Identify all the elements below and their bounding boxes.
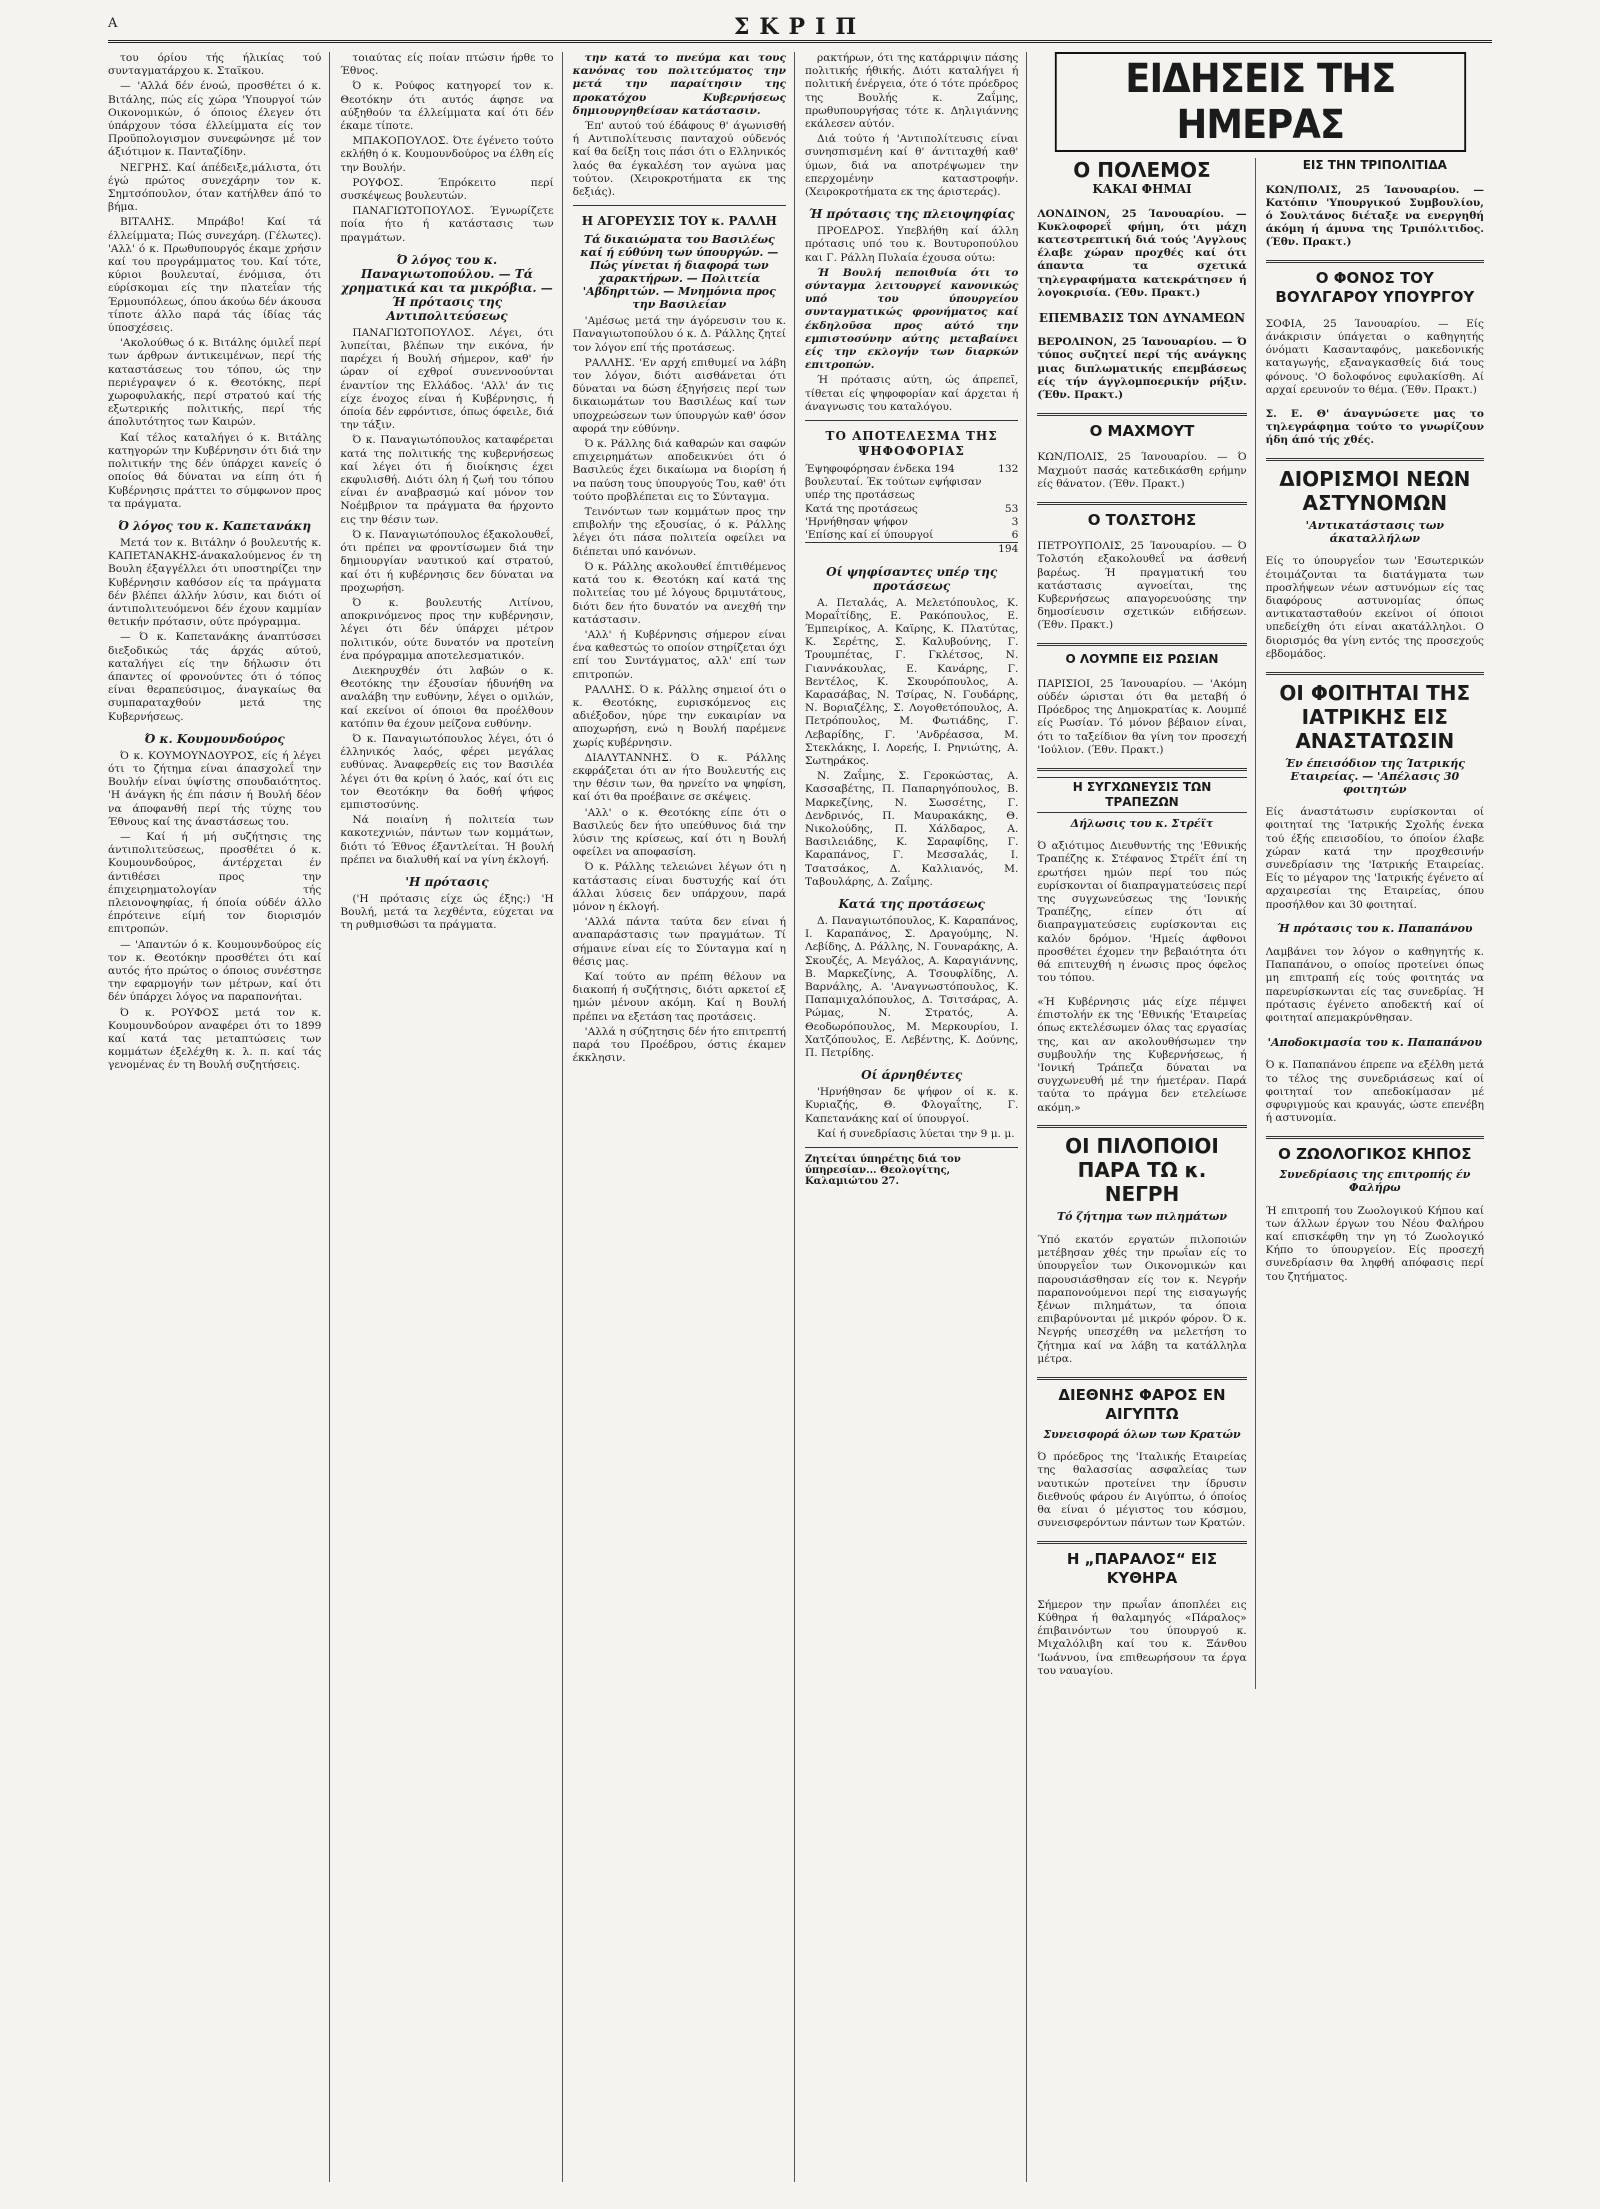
article-paragraph: Ό κ. Ράλλης τελειώνει λέγων ότι η κατάστασις είναι δυστυχής καί ότι άλλαι λύσεις δεν υπάρχουν, παρά μόνον η έκλογή. bbox=[572, 861, 786, 913]
news-subtitle: ΕΠΕΜΒΑΣΙΣ ΤΩΝ ΔΥΝΑΜΕΩΝ bbox=[1038, 310, 1246, 325]
news-subtitle: 'Αντικατάστασις των άκαταλλήλων bbox=[1305, 518, 1444, 545]
article-paragraph: ΜΠΑΚΟΠΟΥΛΟΣ. Ότε έγένετο τούτο εκλήθη ό κ. Κουμουνδούρος να έλθη είς την Βουλήν. bbox=[340, 135, 554, 174]
article-paragraph: ΒΙΤΑΛΗΣ. Μπράβο! Καί τά έλλείμματα; Πώς συνεχάρη. (Γέλωτες). 'Αλλ' ό κ. Πρωθυπουργός έκαμε χρήσιν καί του προγράμματος του. Καί τότε, κύριοι βουλευταί, ένόμισα, ότι εύρίσκομαι είς την πλατεΐαν τής Έρμουπόλεως, όπου άκούω δέν άκουσα τίποτε άλλο παρά τάς ίδίας τάς ύποσχέσεις. bbox=[108, 216, 322, 335]
article-paragraph: Ό κ. Ρούφος κατηγορεί τον κ. Θεοτόκην ότι αυτός άφησε να αύξηθούν τα έλλείμματα καί ότι δέν έκαμε τίποτε. bbox=[340, 80, 554, 133]
article-paragraph: Νά ποιαίνη ή πολιτεία των κακοτεχνιών, πάντων των κομμάτων, διότι τό Έθνος έξαντλείται. Ή βουλή πρέπει να διαλυθή καί να γίνη έκλογή. bbox=[340, 814, 554, 866]
news-column-left bbox=[1037, 158, 1255, 1689]
article-paragraph: την κατά το πνεύμα και τους κανόνας του πολιτεύματος την μετά την παραίτησιν της προκατόχου Κυβερνήσεως δημιουργηθείσαν κατάστασιν. bbox=[572, 52, 786, 117]
newspaper-name: ΣΚΡΙΠ bbox=[733, 14, 867, 40]
article-paragraph: ΠΑΝΑΓΙΩΤΟΠΟΥΛΟΣ. Λέγει, ότι λυπείται, βλέπων την εικόνα, ήν παρέχει ή Βουλή σήμερον, καθ' ήν ώραν οί εχθροί συνεννοούνται έναντίον της Ελλάδος. 'Αλλ' άν τις είχε ένοχος είναι ή Κυβέρνησις, ή όποία δέν εφρόντισε, όπως όφειλε, διά την τάξιν. bbox=[340, 326, 554, 432]
news-subtitle: Τό ζήτημα των πιλημάτων bbox=[1056, 1210, 1228, 1224]
news-text: ΠΕΤΡΟΥΠΟΛΙΣ, 25 Ίανουαρίου. — Ό Τολστόη εξακολουθεΐ να άσθενή βαρέως. Ή πραγματική του κατάστασις αγνοείται, της Κυβερνήσεως απαγορευούσης την δημοσίευσιν σχετικών ειδήσεων. (Έθν. Πρακτ.) bbox=[1037, 540, 1247, 632]
news-text: Ή επιτροπή του Ζωολογικού Κήπου καί των άλλων έργων του Νέου Φαλήρου καί επισκέφθη την γη τό Ζωολογικό Κήπο το ύπουργείον. Είς προσεχή συνεδρίασιν θα ληφθή απόφασις περί του ζητήματος. bbox=[1265, 1204, 1484, 1283]
news-text: ΚΩΝ/ΠΟΛΙΣ, 25 Ίανουαρίου. — Κατόπιν 'Υπουργικού Συμβουλίου, ό Σουλτάνος διέταξε να ενεργηθή άκόμη ή άμυνα της Τριπόλιτιδος. (Έθν. Πρακτ.) bbox=[1265, 183, 1484, 249]
news-text: Ό κ. Παπαπάνου έπρεπε να εξέλθη μετά το τέλος της συνεδριάσεως καί οί φοιτηταί τον απεδοκίμασαν μέ σφυριγμούς και κραυγάς, ώστε επενέβη ή αστυνομία. bbox=[1265, 1059, 1484, 1125]
section-heading: Ό λόγος του κ. Παναγιωτοπούλου. — Τά χρηματικά και τα μικρόβια. — Ή πρότασις της Αντιπολιτεύσεως bbox=[341, 252, 553, 323]
section-heading: Οί ψηφίσαντες υπέρ της προτάσεως bbox=[826, 564, 998, 593]
news-text: Σήμερον την πρωΐαν άποπλέει εις Κύθηρα ή θαλαμηγός «Πάραλος» έπιβαινόντων του ύπουργού κ. Μιχαλόλιβη καί του κ. Ξάνθου 'Ιωάννου, ίνα επιθεωρήσουν τα έργα του ναυαγίου. bbox=[1037, 1598, 1247, 1677]
column-4 bbox=[805, 52, 1027, 2182]
column-1 bbox=[108, 52, 330, 2182]
masthead bbox=[108, 14, 1492, 43]
news-title: ΕΙΣ ΤΗΝ ΤΡΙΠΟΛΙΤΙΔΑ bbox=[1302, 158, 1447, 172]
divider bbox=[1266, 672, 1484, 675]
news-title: Ο ΤΟΛΣΤΟΗΣ bbox=[1087, 510, 1197, 529]
tally-label: Κατά της προτάσεως bbox=[804, 502, 918, 515]
divider bbox=[573, 205, 786, 206]
article-paragraph: ΝΕΓΡΗΣ. Καί άπέδειξε,μάλιστα, ότι έγώ πρώτος συνεχάρην τον κ. Σημτσόπουλον, όταν κατήλθεν άπό το βήμα. bbox=[108, 161, 322, 214]
tally-row bbox=[805, 463, 1018, 503]
article-paragraph: Ό κ. ΚΟΥΜΟΥΝΔΟΥΡΟΣ, είς ή λέγει ότι το ζήτημα είναι άπασχολεΐ την Βουλήν είναι ύψίστης σπουδαιότητος. 'Η άνάγκη ής έπι πάσιν ή Βουλή δέον να άποφανθή περί τής τύχης του Έθνους καί της άναστάσεως του. bbox=[108, 749, 322, 828]
article-paragraph: — Ό κ. Καπετανάκης άναπτύσσει διεξοδικώς τάς άρχάς αύτού, καταλήγει είς την δήλωσιν ότι άπαντες οί φρονούντες ότι ό τόπος είναι θεραπεύσιμος, άναγκαίως θα συμπαραταχθούν μετά της Κυβερνήσεως. bbox=[108, 631, 322, 723]
column-3 bbox=[573, 52, 795, 2182]
article-paragraph: τοιαύτας είς ποίαν πτώσιν ήρθε το Έθνος. bbox=[340, 52, 554, 78]
news-subtitle: Συνεδρίασις της επιτροπής έν Φαλήρω bbox=[1279, 1168, 1471, 1195]
article-paragraph: ΔΙΑΛΥΤΑΝΝΗΣ. Ό κ. Ράλλης εκφράζεται ότι αν ήτο Βουλευτής εις την θέσιν των, θα ηρνείτο να ψηφίση, καί ότι θα προέβαινε σε σκέψεις. bbox=[572, 751, 786, 804]
news-text: ΒΕΡΟΛΙΝΟΝ, 25 Ίανουαρίου. — Ό τύπος συζητεί περί τής ανάγκης μιας διπλωματικής επεμβάσεως είς τήν άγγλομποερικήν ρήξιν. (Έθν. Πρακτ.) bbox=[1037, 336, 1247, 402]
divider bbox=[1037, 768, 1246, 771]
article-paragraph: Καί ή συνεδρίασις λύεται την 9 μ. μ. bbox=[816, 1127, 1015, 1140]
tally-value: 132 bbox=[998, 463, 1019, 476]
tally-value: 3 bbox=[1011, 515, 1019, 528]
vote-tally bbox=[805, 463, 1018, 556]
news-text: Λαμβάνει τον λόγον ο καθηγητής κ. Παπαπάνου, ο οποίος προτείνει όπως μη επιτραπή είς τούς φοιτητάς να παρευρίσκωνται είς τας συνεδρίας. Ή πρότασις έγένετο αποδεκτή καί οί φοιτηταί απεμακρύνθησαν. bbox=[1265, 946, 1484, 1025]
voter-list: Ν. Ζαΐμης, Σ. Γεροκώστας, Α. Κασσαβέτης, Π. Παπαρηγόπουλος, Β. Μαρκεζίνης, Ν. Σωσσέτης, Γ. Δενδρινός, Π. Μαυρακάκης, Θ. Νικολούδης, Π. Χάλδαρος, Α. Βασιλειάδης, Κ. Σαραφίδης, Γ. Καραπάνος, Γ. Μεσσαλάς, Ι. Τσατσάκος, Δ. Καλλιανός, Μ. Ταβουλάρης, Δ. Ζαΐμης. bbox=[804, 770, 1019, 888]
article-paragraph: Μετά τον κ. Βιτάλην ό βουλευτής κ. ΚΑΠΕΤΑΝΑΚΗΣ-άνακαλούμενος έν τη Βουλη έξαγγέλλει ότι υποστηρίζει την Κυβέρνησιν καθόσον είς τα πράγματα δέν βλέπει άλλήν λύσιν, και διότι οί άντιπολιτευόμενοι δέν έχουν καμμίαν θετικήν πρότασιν, ούτε πρόγραμμα. bbox=[108, 536, 322, 629]
news-text: Σ. Ε. Θ' άναγνώσετε μας το τηλεγράφημα τούτο το γνωρίζουν ήδη άπό τής χθές. bbox=[1265, 407, 1484, 447]
divider bbox=[1037, 413, 1246, 416]
article-paragraph: ('Η πρότασις είχε ώς έξης:) 'Η Βουλή, μετά τα λεχθέντα, εύχεται να τη ρυθμισθώσι τα πράγματα. bbox=[340, 892, 554, 932]
article-paragraph: Διεκηρυχθέν ότι λαβών ο κ. Θεοτόκης την έξουσίαν ήδυνήθη να αναλάβη την ευθύνην, λέγει ο ομιλών, καί εκείνοι οί όποιοι θα προέλθουν κατόπιν θα έχουν μείζονα ευθύνην. bbox=[340, 664, 554, 730]
news-subtitle: Ή πρότασις του κ. Παπαπάνου bbox=[1277, 922, 1473, 936]
article-paragraph: Ό κ. Παναγιωτόπουλος καταφέρεται κατά της πολιτικής της κυβερνήσεως καί λέγει ότι ή διοίκησις έχει εκφυλισθή. Διότι όλη ή ζωή του τόπου είναι έν αναβρασμώ καί μόνον τον Νοέμβριον τα πράγματα θα ήρχοντο εις την θέσιν των. bbox=[340, 434, 554, 526]
article-paragraph: 'Αμέσως μετά την άγόρευσιν του κ. Παναγιωτοπούλου ό κ. Δ. Ράλλης ζητεί τον λόγον επί τής προτάσεως. bbox=[572, 315, 786, 354]
section-heading: Ό κ. Κουμουνδούρος bbox=[144, 731, 285, 746]
article-paragraph: 'Ακολούθως ό κ. Βιτάλης όμιλεΐ περί των άρθρων άντικειμένων, περί τής καταστάσεως του τόπου, ώς την περιέγραψεν ό κ. Θεοτόκης, περί χωροφυλακής, περί στρατού καί τής εξωτερικής πολιτικής, περί τής άπολυτότητος των Καιρών. bbox=[108, 337, 322, 429]
news-text: Ό πρόεδρος της 'Ιταλικής Εταιρείας της θαλασσίας ασφαλείας των ναυτικών προτείνει την ίδρυσιν διεθνούς φάρου έν Αιγύπτω, ό όποίος θα είναι ό μέγιστος του κόσμου, συνεισφερόντων πάντων των Κρατών. bbox=[1037, 1451, 1247, 1530]
article-paragraph: Καί τούτο αν πρέπη θέλουν να διακοπή ή συζήτησις, διότι αρκετοί εξ ημών μένουν ακόμη. Καί η Βουλή πρέπει να εξετάση τας προτάσεις. bbox=[572, 970, 786, 1023]
article-paragraph: Ό κ. Παναγιωτόπουλος λέγει, ότι ό έλληνικός λαός, φέρει μεγάλας ευθύνας. Άναφερθείς εις τον Βασιλέα λέγει ότι θα κρίνη ό λαός, καί ότι εις τον Θεοτόκην θα δοθή ψήφος εμπιστοσύνης. bbox=[340, 732, 554, 811]
news-title: ΔΙΕΘΝΗΣ ΦΑΡΟΣ ΕΝ ΑΙΓΥΠΤΩ bbox=[1058, 1385, 1226, 1423]
vote-result-title: ΤΟ ΑΠΟΤΕΛΕΣΜΑ ΤΗΣ ΨΗΦΟΦΟΡΙΑΣ bbox=[825, 429, 998, 459]
article-paragraph: Διά τούτο ή 'Αντιπολίτευσις είναι συνησπισμένη καί θ' άντιταχθή καθ' ύμων, διά να αποτρέψωμεν την επερχομένην καταστροφήν. (Χειροκροτήματα εκ της άριστεράς). bbox=[804, 133, 1019, 199]
motion-text: Ή Βουλή πεποιθυία ότι το σύνταγμα λειτουργεί κανονικώς υπό του ύπουργείου συνταγματικώς φρονήματος καί έκδηλοῦσα προς αύτό την εμπιστοσύνην αύτης μεταβαίνει είς την εκλογήν των διαρκών επιτροπών. bbox=[804, 266, 1019, 372]
article-paragraph: 'Αλλά πάντα ταύτα δεν είναι ή αναπαράστασις των πραγμάτων. Τί σήμαινε είναι είς το Σύνταγμα καί η θέσις μας. bbox=[572, 916, 786, 968]
news-text: Ύπό εκατόν εργατών πιλοποιών μετέβησαν χθές την πρωΐαν είς το ύπουργεΐον των Οικονομικών και παρουσιάσθησαν είς τον κ. Νεγρήν παραπονούμενοι περί της εισαγωγής ξένων πιλημάτων, τα όποια επιβαρύνονται μέ μικρόν φόρον. Ό κ. Νεγρής υπεσχέθη να μελετήση το ζήτημα καί να λάβη τα κατάλληλα μέτρα. bbox=[1037, 1234, 1247, 1365]
article-paragraph: 'Ηρνήθησαν δε ψήφον οί κ. κ. Κυριαζής, Θ. Φλογαΐτης, Γ. Καπετανάκης καί οί ύπουργοί. bbox=[804, 1086, 1019, 1125]
article-paragraph: Ό κ. βουλευτής Λιτίνου, αποκρινόμενος προς την κυβέρνησιν, λέγει ότι δέν ύπάρχει μέτρον πολιτικόν, ούτε δυνατόν να προτείνη ένα πρόγραμμα αποτελεσματικόν. bbox=[340, 596, 554, 662]
article-paragraph: 'Αλλ' ή Κυβέρνησις σήμερον είναι ένα καθεστώς το οποίον στηρίζεται όχι επί του Συντάγματος, αλλ' επί των επιτροπών. bbox=[572, 628, 786, 681]
tally-label: Έψηφοφόρησαν ένδεκα 194 βουλευταί. Έκ τούτων εψήφισαν υπέρ της προτάσεως bbox=[804, 463, 982, 502]
tally-value: 6 bbox=[1011, 529, 1019, 542]
news-subtitle: Δήλωσις του κ. Στρέϊτ bbox=[1070, 816, 1214, 830]
article-paragraph: 'Αλλά η σύζητησις δέν ήτο επιτρεπτή παρά του Προέδρου, όστις έκαμεν έκκλησιν. bbox=[572, 1025, 786, 1065]
article-paragraph: Ό κ. ΡΟΥΦΟΣ μετά τον κ. Κουμουνδούρον αναφέρει ότι το 1899 καί κατά τας μεταπτώσεις των κομμάτων έξελέχθη κ. λ. π. καί τάς γενομένας έν τη Βουλή συζητήσεις. bbox=[108, 1006, 322, 1072]
article-paragraph: Ό κ. Ράλλης διά καθαρών και σαφών επιχειρημάτων αποδεικνύει ότι ό Βασιλεύς έχει δικαίωμα να διορίση ή να παύση τους ύπουργούς Του, καθ' ότι τούτο προβλέπεται εις το Σύνταγμα. bbox=[572, 438, 786, 503]
news-title: Ο ΖΩΟΛΟΓΙΚΟΣ ΚΗΠΟΣ bbox=[1278, 1145, 1472, 1164]
news-text: Είς άναστάτωσιν ευρίσκονται οί φοιτηταί της 'Ιατρικής Σχολής ένεκα τού έξής επεισοδίου, το όποίον έλαβε χώραν κατά την προχθεσινήν συνεδρίασιν της 'Ιατρικής Εταιρείας. Είς το μέγαρον της 'Ιατρικής έγένετο αί αρχαιρεσίαι της Εταιρείας, όπου προσήλθον και 30 φοιτηταί. bbox=[1265, 806, 1484, 911]
news-title: Ο ΦΟΝΟΣ ΤΟΥ ΒΟΥΛΓΑΡΟΥ ΥΠΟΥΡΓΟΥ bbox=[1275, 269, 1475, 307]
page-marker: A bbox=[108, 16, 118, 31]
article-paragraph: — 'Απαντών ό κ. Κουμουνδούρος είς τον κ. Θεοτόκην προσθέτει ότι καί αυτός ήτο πρώτος ο όποιος συνέστησε την εφαρμογήν των μέτρων, καί ότι δέν ύπάρχει λόγος να παραπονήται. bbox=[108, 938, 322, 1004]
divider bbox=[1266, 260, 1484, 263]
classified-ad: Ζητείται ύπηρέτης διά τον ύπηρεσίαν... Θεολογίτης, Καλαμιώτου 27. bbox=[804, 1154, 961, 1188]
news-text: ΣΟΦΙΑ, 25 Ίανουαρίου. — Είς άνάκρισιν ύπάγεται ο καθηγητής όνόματι Κασανταφόνς, μακεδονικής καταγωγής, εξαναγκασθείς διά τους φόνους. 'Ο δολοφόνος εφυλακίσθη. Αί αρχαί ερευνούν το θέμα. (Έθν. Πρακτ.) bbox=[1265, 317, 1484, 396]
column-2 bbox=[340, 52, 562, 2182]
tally-total-row bbox=[805, 542, 1018, 556]
tally-label: 'Επίσης καί εί ύπουργοί bbox=[804, 529, 934, 542]
article-paragraph: ΡΑΛΛΗΣ. Ό κ. Ράλλης σημειοί ότι ο κ. Θεοτόκης, ευρισκόμενος εις αδιέξοδον, ηύρε την ευκαιρίαν να αποχωρήση, ενώ η Βουλή παρέμενε χωρίς κυβέρνησιν. bbox=[572, 683, 786, 749]
news-title: ΔΙΟΡΙΣΜΟΙ ΝΕΩΝ ΑΣΤΥΝΟΜΩΝ bbox=[1279, 466, 1471, 515]
tally-total: 194 bbox=[998, 543, 1019, 556]
news-text: ΛΟΝΔΙΝΟΝ, 25 Ίανουαρίου. — Κυκλοφορεΐ φήμη, ότι μάχη κατεστρεπτική διά τούς 'Αγγλους έλαβε χώραν προχθές καί ότι άπαντα τα σχετικά τηλεγραφήματα κατεκράτησεν ή λογοκρισία. (Έθν. Πρακτ.) bbox=[1037, 207, 1247, 299]
tally-label: 'Ηρνήθησαν ψήφον bbox=[804, 515, 908, 528]
news-column-right bbox=[1266, 158, 1484, 1689]
news-title: Ο ΛΟΥΜΠΕ ΕΙΣ ΡΩΣΙΑΝ bbox=[1065, 652, 1219, 667]
divider bbox=[1037, 1125, 1246, 1128]
section-heading: Ή πρότασις της πλειοψηφίας bbox=[808, 207, 1015, 222]
news-text: Ό αξιότιμος Διευθυντής της 'Εθνικής Τραπέζης κ. Στέφανος Στρέϊτ έπί τη ερωτήσει ημών περί του πώς ευρίσκονται οί διαπραγματεύσεις περί της συγχωνεύσεως της 'Ιονικής Τραπέζης, είπεν ότι αί διαπραγματεύσεις ευρίσκονται εις καλόν δρόμον. 'Ημείς άφθονοι προσθέτει έχομεν την βεβαιότητα ότι θά επιτευχθή η ένωσις προς όφελος του τόπου. bbox=[1037, 840, 1247, 985]
news-title: Η „ΠΑΡΑΛΟΣ“ ΕΙΣ ΚΥΘΗΡΑ bbox=[1066, 1550, 1218, 1588]
tally-row bbox=[805, 529, 1018, 542]
article-paragraph: Καί τέλος καταλήγει ό κ. Βιτάλης κατηγορών την Κυβέρνησιν ότι διά την πολιτικήν της δέν ύπάρχει κανείς ό οποίος θά δύναται να είπη ότι ή Κυβέρνησις πράττει το σύμφωνον προς τα πράγματα. bbox=[108, 431, 322, 510]
divider bbox=[1266, 458, 1484, 461]
news-text: ΠΑΡΙΣΙΟΙ, 25 Ίανουαρίου. — 'Ακόμη ούδέν ώρισται ότι θα μεταβή ό Πρόεδρος της Δημοκρατίας κ. Λουμπέ είς Ρωσίαν. Τό μόνον βέβαιον είναι, ότι το ταξείδιον θα γίνη τον προσεχή 'Ιούλιον. (Έθν. Πρακτ.) bbox=[1037, 677, 1247, 756]
news-title: Ο ΜΑΧΜΟΥΤ bbox=[1089, 421, 1195, 440]
news-columns bbox=[1037, 158, 1484, 1689]
news-title: ΟΙ ΠΙΛΟΠΟΙΟΙ ΠΑΡΑ ΤΩ κ. ΝΕΓΡΗ bbox=[1065, 1134, 1219, 1207]
columns bbox=[108, 52, 1492, 2182]
news-subtitle: Συνεισφορά όλων των Κρατών bbox=[1043, 1427, 1241, 1441]
news-text: ΚΩΝ/ΠΟΛΙΣ, 25 Ίανουαρίου. — Ό Μαχμούτ πασάς κατεδικάσθη ερήμην είς θάνατον. (Έθν. Πρακτ.) bbox=[1037, 451, 1247, 490]
article-paragraph: ΠΑΝΑΓΙΩΤΟΠΟΥΛΟΣ. Έγνωρίζετε ποία ήτο ή κατάστασις των πραγμάτων. bbox=[340, 205, 554, 244]
article-paragraph: του όρίου τής ήλικίας τού συνταγματάρχου κ. Σταϊκου. bbox=[108, 52, 322, 78]
section-heading: Οί άρνηθέντες bbox=[861, 1068, 963, 1083]
news-subtitle: 'Αποδοκιμασία του κ. Παπαπάνου bbox=[1267, 1035, 1482, 1049]
tally-value: 53 bbox=[1004, 502, 1019, 515]
article-paragraph: ΠΡΟΕΔΡΟΣ. Υπεβλήθη καί άλλη πρότασις υπό του κ. Βουτυροπούλου και Γ. Ράλλη Πυλαία έχουσα ούτω: bbox=[804, 225, 1019, 264]
article-paragraph: Τεινόντων των κομμάτων προς την επιβολήν της εξουσίας, ό κ. Ράλλης λέγει ότι πάσα πολιτεία οφείλει να διέπεται υπό κανόνων. bbox=[572, 506, 786, 558]
tally-row bbox=[805, 516, 1018, 529]
article-paragraph: ρακτήρων, ότι της κατάρριψιν πάσης πολιτικής ήθικής. Διότι καταλήγει ή πολιτική ένέργεια, ότε ό τότε πρόεδρος της Βουλής κ. Ζαΐμης, πρωθυπουργήσας τότε κ. Δηλιγιάννης εκάλεσεν αύτόν. bbox=[804, 52, 1019, 131]
news-text: «Ή Κυβέρνησις μάς είχε πέμψει έπιστολήν εκ της 'Εθνικής 'Εταιρείας όπως εκτελέσωμεν όλας τας εργασίας της, και αν ακολουθήσωμεν την συμβουλήν της Κυβερνήσεως, ή 'Ιονική Τράπεζα δύναται να συγχωνευθή μέ την ήμετέραν. Παρά ταύτα το πράγμα δεν ετελείωσε ακόμη.» bbox=[1037, 996, 1247, 1114]
article-paragraph: 'Αλλ' ο κ. Θεοτόκης είπε ότι ο Βασιλεύς δεν ήτο υπεύθυνος διά την λύσιν της κρίσεως, καί ότι η Βουλή οφείλει να αποφασίση. bbox=[572, 806, 786, 859]
section-heading: 'Η πρότασις bbox=[405, 874, 489, 889]
section-heading: Κατά της προτάσεως bbox=[838, 896, 985, 911]
article-paragraph: Ή πρότασις αύτη, ώς άπρεπεῖ, τίθεται είς ψηφοφορίαν καί άρχεται ή άναγνωσις του καταλόγου. bbox=[804, 374, 1019, 413]
divider bbox=[1037, 1377, 1246, 1380]
news-title: Η ΣΥΓΧΩΝΕΥΣΙΣ ΤΩΝ ΤΡΑΠΕΖΩΝ bbox=[1037, 777, 1246, 813]
divider bbox=[1037, 643, 1246, 646]
tally-row bbox=[805, 503, 1018, 516]
news-section bbox=[1037, 52, 1492, 2182]
news-subtitle: Έν έπεισόδιον της Ίατρικής Εταιρείας. — 'Απέλασις 30 φοιτητών bbox=[1284, 756, 1465, 796]
news-text: Είς το ύπουργεΐον των 'Εσωτερικών έτοιμάζονται τα διατάγματα των προσλήψεων νέων αστυνόμων είς τας διαφόρους αστυνομίας όπως αντικατασταθούν εκείνοι οί όποιοι υπεδείχθη ότι είναι ακατάλληλοι. Ο διορισμός θα γίνη εντός της προσεχούς εβδομάδος. bbox=[1265, 555, 1484, 660]
news-banner: ΕΙΔΗΣΕΙΣ ΤΗΣ ΗΜΕΡΑΣ bbox=[1055, 52, 1466, 152]
voter-list: Α. Πεταλάς, Α. Μελετόπουλος, Κ. Μοραΐτίδης, Ε. Ρακόπουλος, Ε. Έμπειρίκος, Α. Καϊρης, Κ. Πλατύτας, Κ. Σερέτης, Σ. Καλυβούνης, Γ. Τρουμπέτας, Γ. Γκλέτσος, Ν. Γιαννάκουλας, Ε. Κανάρης, Γ. Βεντέλος, Κ. Σκουρόπουλος, Α. Καρασάβας, Ν. Τσίρας, Ν. Γουδάρης, Ν. Βοριαζέλης, Σ. Λογοθετόπουλος, Α. Πετρόπουλος, Μ. Φωτιάδης, Γ. Λεβαρίδης, Γ. 'Ανδρέασσα, Μ. Στεκλάκης, Ι. Λορεής, Ι. Ρηνιώτης, Α. Σωτηράκος. bbox=[804, 596, 1019, 767]
article-paragraph: ΡΟΥΦΟΣ. Έπρόκειτο περί συσκέψεως βουλευτών. bbox=[340, 176, 554, 203]
news-title: Ο ΠΟΛΕΜΟΣ bbox=[1073, 158, 1211, 182]
article-paragraph: — 'Αλλά δέν ένοώ, προσθέτει ό κ. Βιτάλης, πώς είς χώρα 'Υπουργοί τών Οικονομικών, ό όποιος έλεγεν ότι ύπάρχουν τόσα έλλείμματα είς τον Προϋπολογισμον συνεφώνησε μέ τον άξιότιμον κ. Πανταζίδην. bbox=[108, 80, 322, 159]
news-title: ΟΙ ΦΟΙΤΗΤΑΙ ΤΗΣ ΙΑΤΡΙΚΗΣ ΕΙΣ ΑΝΑΣΤΑΤΩΣΙΝ bbox=[1279, 680, 1471, 753]
divider bbox=[1037, 1541, 1246, 1544]
article-paragraph: Έπ' αυτού τού έδάφους θ' άγωνισθή ή Αντιπολίτευσις πανταχού ούδενός καί θα δείξη τοις πάσι ότι ο Ελληνικός λαός θα έγκαλέση τον αγώνα μας τούτον. (Χειροκροτήματα εκ της δεξιάς). bbox=[572, 120, 786, 199]
divider bbox=[805, 420, 1018, 421]
section-heading: Ό λόγος του κ. Καπετανάκη bbox=[118, 518, 312, 533]
divider bbox=[1037, 502, 1246, 505]
voter-list: Δ. Παναγιωτόπουλος, Κ. Καραπάνος, Ι. Καραπάνος, Σ. Δραγούμης, Ν. Λεβίδης, Δ. Ράλλης, Ν. Γουναράκης, Α. Σκουζές, Α. Μεγάλος, Α. Καραγιάννης, Β. Μαρκεζίνης, Α. Τσουφλίδης, Λ. Βαρνάλης, Α. 'Αναγνωστόπουλος, Κ. Παπαμιχαλόπουλος, Δ. Τσιτσάρας, Α. Ρώμας, Ν. Στρατός, Α. Θεοδωρόπουλος, Μ. Μερκουρίου, Ι. Χατζόπουλος, Ε. Λεβέντης, Κ. Δούνης, Π. Πετρίδης. bbox=[804, 914, 1019, 1059]
divider bbox=[805, 1147, 1018, 1148]
section-subheading: Τά δικαιώματα του Βασιλέως καί ή εύθύνη των ύπουργών. — Πώς γίνεται ή διαφορά των χαρακτήρων. — Πολιτεία 'Αβδηριτών. — Μνημόνια προς την Βασιλείαν bbox=[580, 233, 779, 312]
article-paragraph: Ό κ. Παναγιωτόπουλος έξακολουθεΐ, ότι πρέπει να φροντίσωμεν διά την δημιουργίαν ναυτικού καί στρατού, καί ότι ή κυβέρνησις δεν δύναται να προχωρήση. bbox=[340, 528, 554, 594]
article-paragraph: — Καί ή μή συζήτησις της άντιπολιτεύσεως, προσθέτει ό κ. Κουμουνδούρος, άντέρχεται έν άντιθέσει προς την έπιχειρηματολογίαν τής πλειονοψηφίας, ή όποία ούδέν άλλο έπρότεινε είμή τον διορισμόν επιτροπών. bbox=[108, 830, 322, 936]
section-heading: Η ΑΓΟΡΕΥΣΙΣ ΤΟΥ κ. ΡΑΛΛΗ bbox=[581, 214, 777, 229]
article-paragraph: ΡΑΛΛΗΣ. 'Εν αρχή επιθυμεί να λάβη τον λόγον, διότι αισθάνεται ότι δύναται να δώση έξηγήσεις περί των δικαιωμάτων του Βασιλέως καί των υποχρεώσεων των ύπουργών καθ' όσον αφορά την εύθύνην. bbox=[572, 356, 786, 435]
news-subtitle: ΚΑΚΑΙ ΦΗΜΑΙ bbox=[1092, 182, 1192, 196]
article-paragraph: Ό κ. Ράλλης ακολουθεί έπιτιθέμενος κατά του κ. Θεοτόκη καί κατά της πολιτείας του μέ λόγους δριμυτάτους, διότι δεν ήτο δυνατόν να ανεχθή την κατάστασιν. bbox=[572, 560, 786, 626]
divider bbox=[1266, 1136, 1484, 1139]
